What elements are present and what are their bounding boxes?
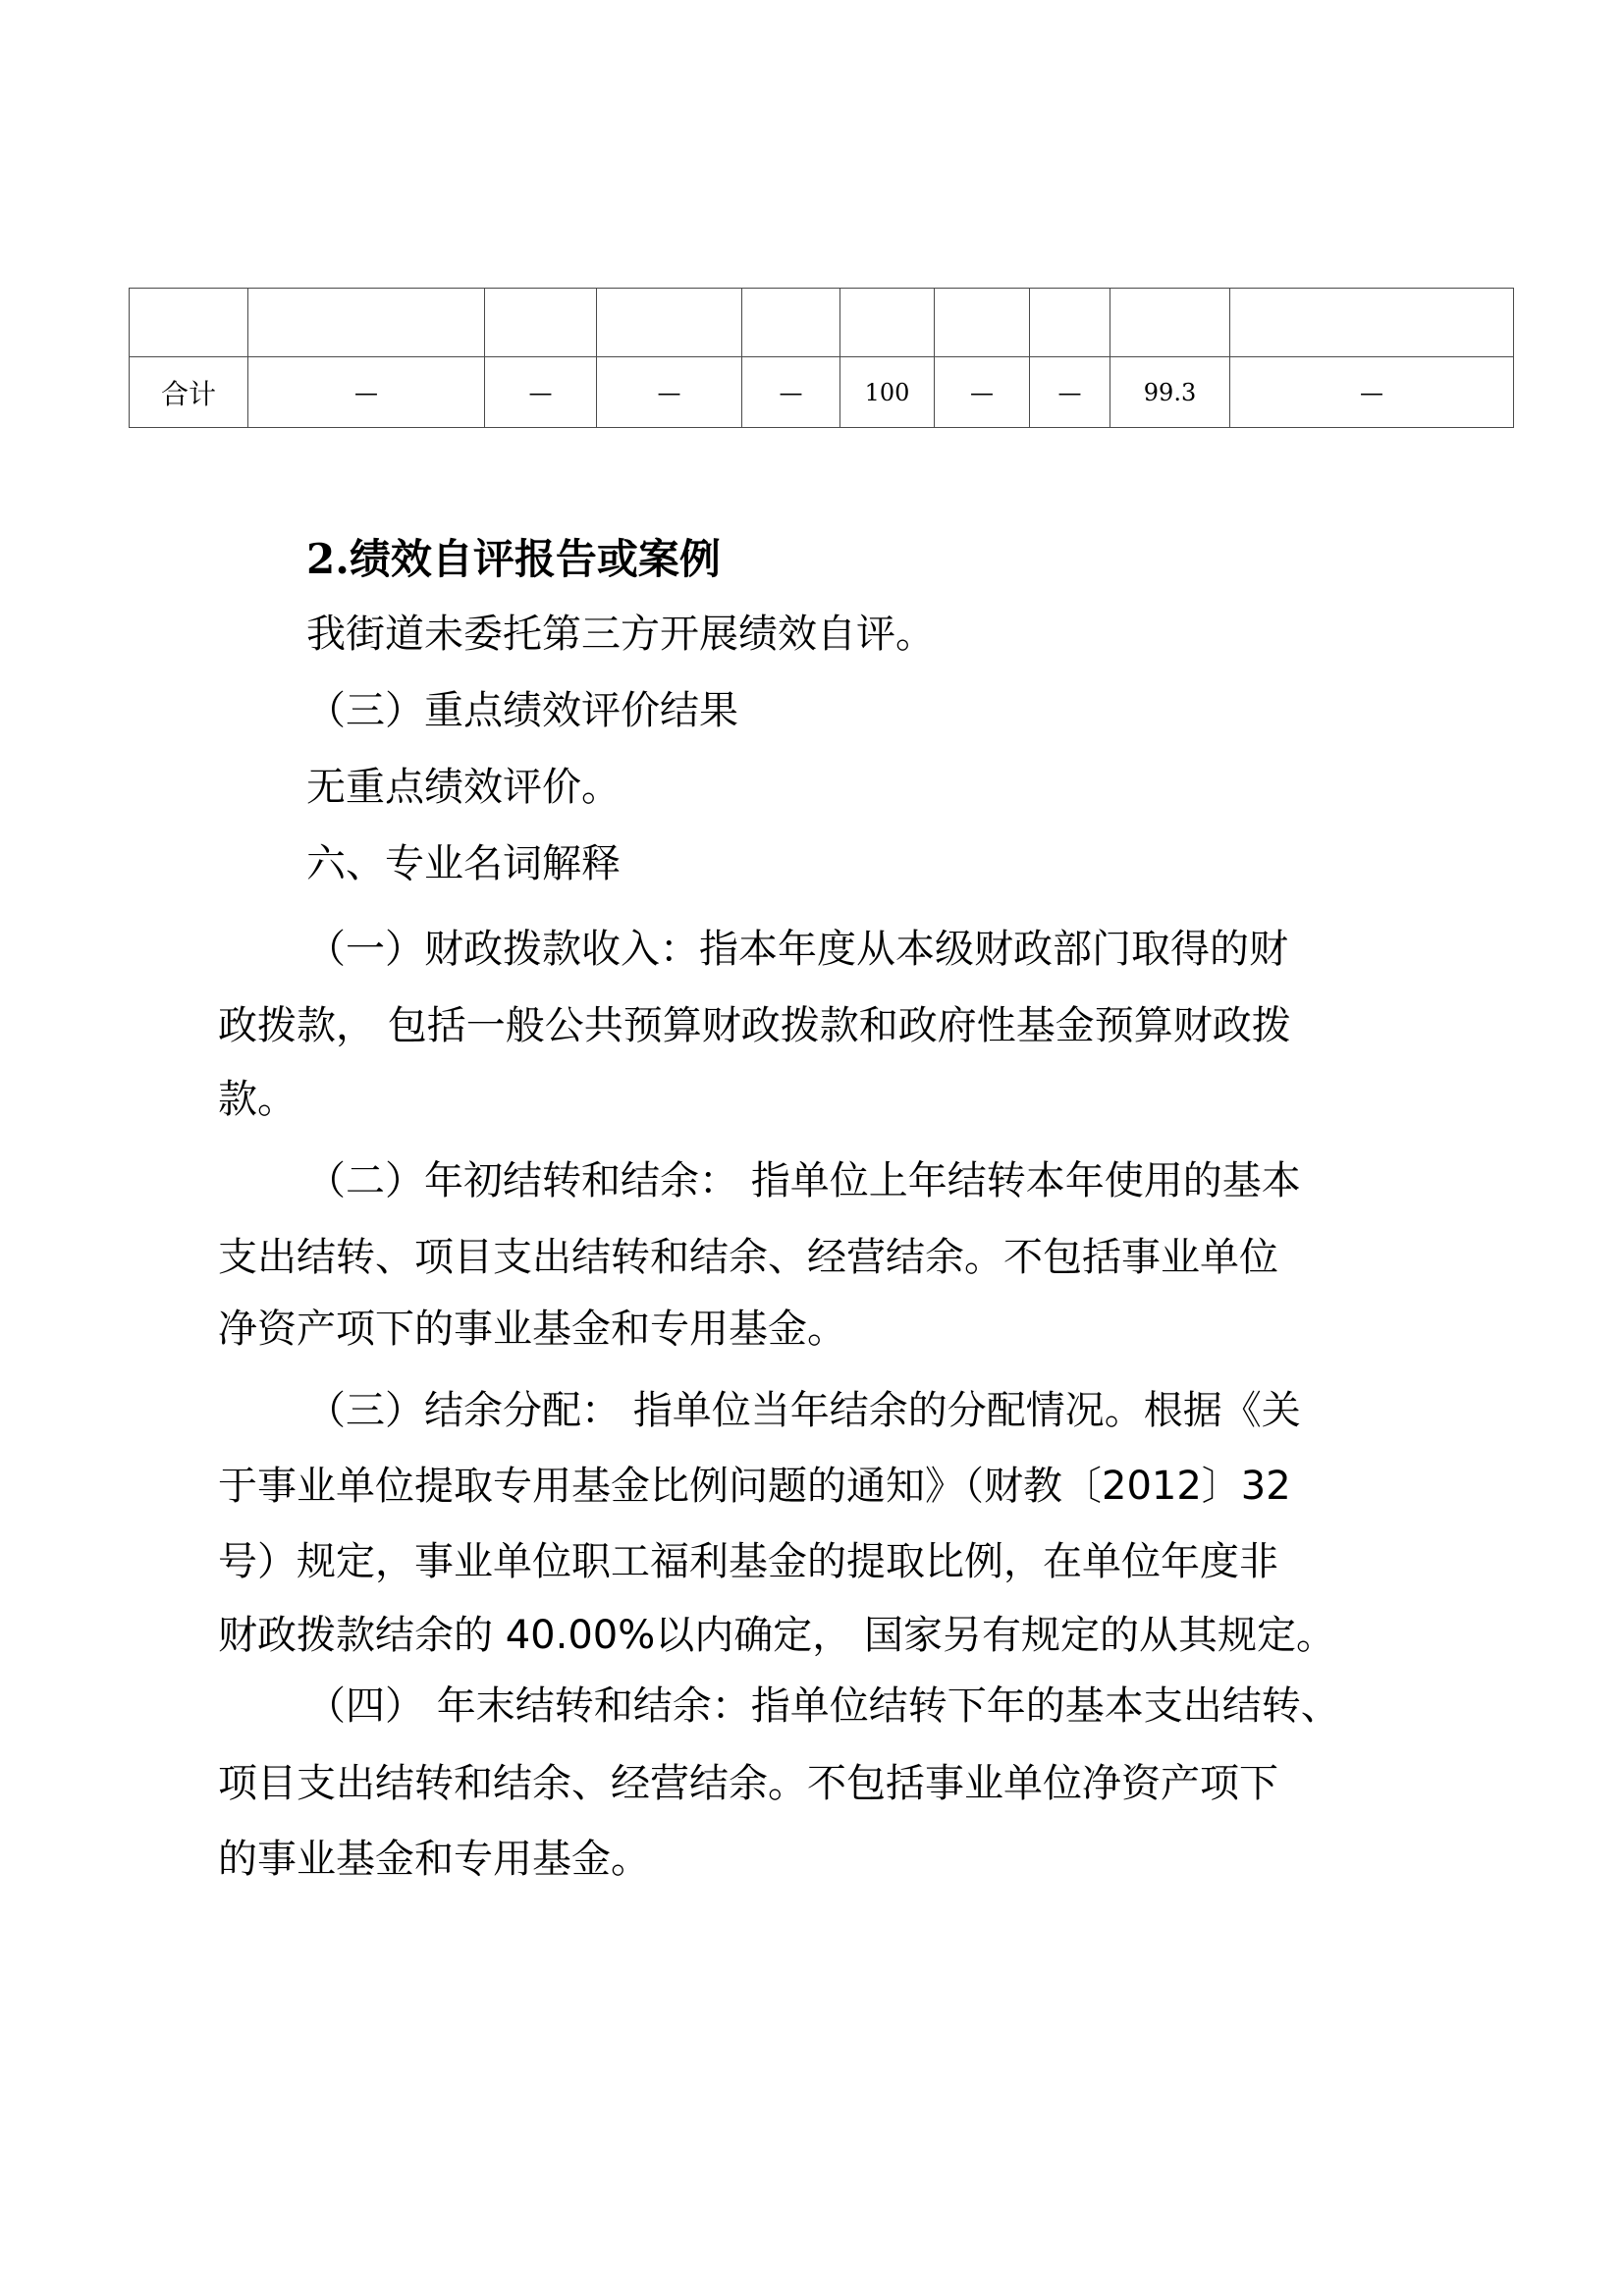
- table-cell: [1030, 289, 1110, 357]
- summary-table: [129, 288, 1514, 428]
- table-cell: —: [742, 357, 840, 428]
- paragraph-line: 的事业基金和专用基金。: [218, 1837, 650, 1882]
- paragraph-line: 财政拨款结余的 40.00%以内确定， 国家另有规定的从其规定。: [218, 1613, 1335, 1658]
- table-cell: —: [935, 357, 1030, 428]
- table-row-total: [130, 357, 1514, 428]
- total-label: 合计: [130, 357, 248, 428]
- table-cell: —: [248, 357, 485, 428]
- paragraph-line: 净资产项下的事业基金和专用基金。: [218, 1307, 846, 1352]
- paragraph-line: 号）规定，事业单位职工福利基金的提取比例，在单位年度非: [218, 1539, 1278, 1584]
- table-cell: —: [597, 357, 742, 428]
- subsection-heading: （三）重点绩效评价结果: [306, 688, 738, 733]
- table-cell: [742, 289, 840, 357]
- table-cell: —: [1230, 357, 1514, 428]
- paragraph-line: 于事业单位提取专用基金比例问题的通知》（财教〔2012〕32: [218, 1464, 1291, 1509]
- section-heading: 2.绩效自评报告或案例: [306, 535, 721, 583]
- table-cell: [1230, 289, 1514, 357]
- paragraph-line: 无重点绩效评价。: [306, 765, 621, 810]
- table-row-empty: [130, 289, 1514, 357]
- section-title: 六、专业名词解释: [306, 841, 621, 886]
- paragraph-line: 支出结转、项目支出结转和结余、经营结余。不包括事业单位: [218, 1235, 1278, 1280]
- paragraph-line: 款。: [218, 1077, 297, 1122]
- table-cell: [485, 289, 597, 357]
- table-cell: [597, 289, 742, 357]
- paragraph-line: （二）年初结转和结余： 指单位上年结转本年使用的基本: [306, 1158, 1301, 1203]
- table-cell: [935, 289, 1030, 357]
- table-cell: [130, 289, 248, 357]
- table-cell: [248, 289, 485, 357]
- table-cell: —: [1030, 357, 1110, 428]
- paragraph-line: 我街道未委托第三方开展绩效自评。: [306, 612, 935, 657]
- paragraph-line: （一）财政拨款收入：指本年度从本级财政部门取得的财: [306, 927, 1288, 972]
- paragraph-line: 政拨款， 包括一般公共预算财政拨款和政府性基金预算财政拨: [218, 1003, 1291, 1048]
- paragraph-line: 项目支出结转和结余、经营结余。不包括事业单位净资产项下: [218, 1761, 1278, 1806]
- table-cell: 99.3: [1110, 357, 1230, 428]
- paragraph-line: （四） 年末结转和结余：指单位结转下年的基本支出结转、: [306, 1683, 1340, 1729]
- table-cell: [840, 289, 935, 357]
- table-cell: 100: [840, 357, 935, 428]
- table-cell: [1110, 289, 1230, 357]
- paragraph-line: （三）结余分配： 指单位当年结余的分配情况。根据《关: [306, 1388, 1301, 1433]
- table-cell: —: [485, 357, 597, 428]
